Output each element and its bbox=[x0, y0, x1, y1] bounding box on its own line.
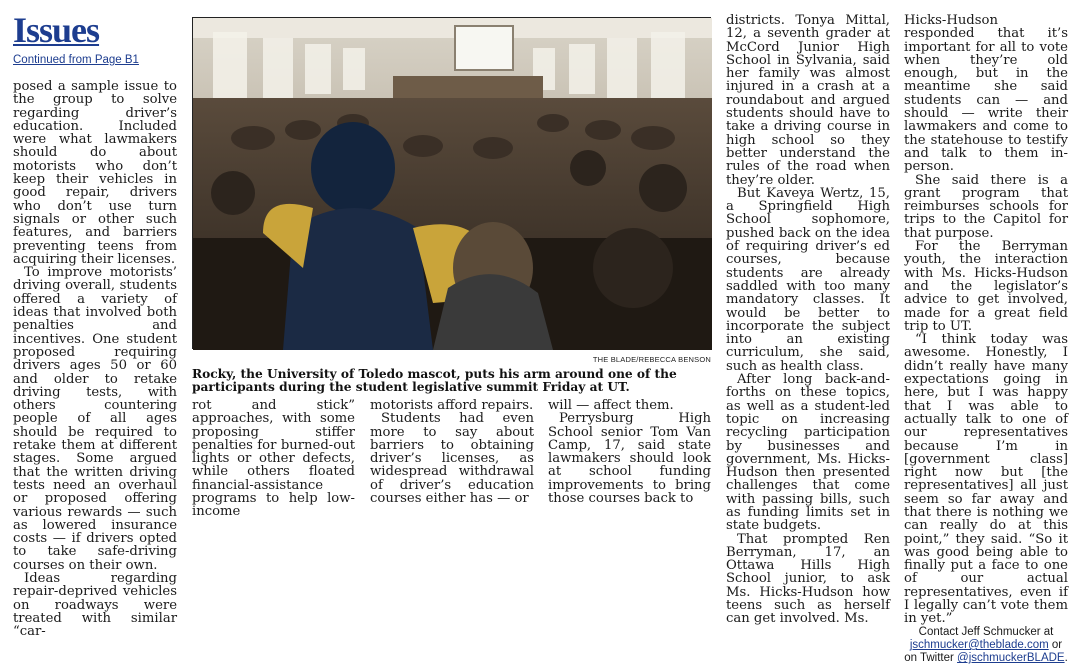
photo-credit: THE BLADE/REBECCA BENSON bbox=[592, 355, 711, 364]
contact-line bbox=[904, 652, 1068, 665]
article-column-2c bbox=[548, 399, 711, 505]
author-contact bbox=[904, 626, 1068, 666]
section-title: Issues bbox=[13, 10, 100, 50]
paragraph: Perrysburg High School senior Tom Van Camp, 17, said state lawmakers should look at school funding improvements to bring those courses back to bbox=[548, 411, 711, 507]
paragraph: Hicks-Hudson responded that it’s important for all to vote when they’re old enough, but in the meantime she said students can — and should — write their lawmakers and come to the statehouse to testify and talk to them in-person. bbox=[904, 13, 1068, 175]
email-link[interactable]: jschmucker@theblade.com bbox=[909, 638, 1049, 651]
paragraph: For the Berryman youth, the interaction with Ms. Hicks-Hudson and the legislator’s advice to get involved, made for a great field trip to UT. bbox=[904, 239, 1068, 334]
twitter-link[interactable]: @jschmuckerBLADE bbox=[957, 652, 1065, 665]
paragraph: Ideas regarding repair-deprived vehicles on roadways were treated with similar “car- bbox=[13, 570, 177, 640]
paragraph: posed a sample issue to the group to solve regarding driver’s education. Included were what lawmakers should do about motorists who don’t keep their vehicles in good repair, drivers who don’t use turn signals or other such features, and barriers preventing teens from acquiring their licenses. bbox=[13, 79, 177, 267]
article-column-2b bbox=[370, 399, 534, 505]
paragraph: rot and stick” approaches, with some proposing stiffer penalties for burned-out lights or other defects, while others floated financial-assistance programs to help low-income bbox=[192, 398, 355, 520]
paragraph: districts. Tonya Mittal, 12, a seventh grader at McCord Junior High School in Sylvania, said her family was almost injured in a crash at a roundabout and argued students should have to take a driving course in high school so they better understand the rules of the road when they’re older. bbox=[726, 13, 890, 188]
paragraph: That prompted Ren Berryman, 17, an Ottawa Hills High School junior, to ask Ms. Hicks-Hudson how teens such as herself can get involved. Ms. bbox=[726, 531, 890, 627]
paragraph: motorists afford repairs. bbox=[370, 398, 534, 413]
paragraph: To improve motorists’ driving overall, students offered a variety of ideas that involved both penalties and incentives. One student proposed requiring drivers ages 50 or 60 and older to retake driving tests, with others countering people of all ages should be required to retake them at different stages. Some argued that the written driving tests need an overhaul or proposed offering various rewards — such as lowered insurance costs — if drivers opted to take safe-driving courses on their own. bbox=[13, 265, 177, 573]
article-column-1 bbox=[13, 80, 177, 638]
contact-or: or bbox=[1048, 638, 1063, 651]
contact-end: . bbox=[1064, 652, 1068, 665]
contact-line bbox=[904, 639, 1068, 652]
paragraph: But Kaveya Wertz, 15, a Springfield High School sophomore, pushed back on the idea of requiring driver’s ed courses, because students are already saddled with too many mandatory classes. It would be better to incorporate the subject into an existing curriculum, she said, such as health class. bbox=[726, 185, 890, 374]
twitter-prefix: on Twitter bbox=[904, 652, 958, 665]
photo-caption: Rocky, the University of Toledo mascot, puts his arm around one of the participants during the student legislative summit Friday at UT. bbox=[192, 367, 677, 395]
article-column-3 bbox=[726, 14, 890, 626]
continued-from-link[interactable]: Continued from Page B1 bbox=[13, 54, 139, 66]
paragraph: “I think today was awesome. Honestly, I didn’t really have many expectations going in here, but I was happy that I was able to actually talk to one of our representatives because I’m in [government class] right now but [the representatives] all just seem so far away and that there is nothing we can really do at this point,” they said. “So it was good being able to finally put a face to one of our actual representatives, even if I legally can’t vote them in yet.” bbox=[904, 332, 1068, 627]
paragraph: Students had even more to say about barriers to obtaining driver’s licenses, as widespread withdrawal of driver’s education courses either has — or bbox=[370, 411, 534, 507]
contact-line: Contact Jeff Schmucker at bbox=[918, 625, 1054, 638]
paragraph: will — affect them. bbox=[548, 398, 674, 413]
news-photo bbox=[192, 17, 711, 349]
article-column-2a bbox=[192, 399, 355, 519]
paragraph: She said there is a grant program that reimburses schools for trips to the Capitol for that purpose. bbox=[904, 172, 1068, 241]
auditorium-photo-illustration bbox=[193, 18, 712, 350]
paragraph: After long back-and-forths on these topics, as well as a student-led topic on increasing recycling participation by businesses and government, Ms. Hicks-Hudson then presented challenges that come with passing bills, such as funding limits set in state budgets. bbox=[726, 372, 890, 534]
article-column-4 bbox=[904, 14, 1068, 666]
